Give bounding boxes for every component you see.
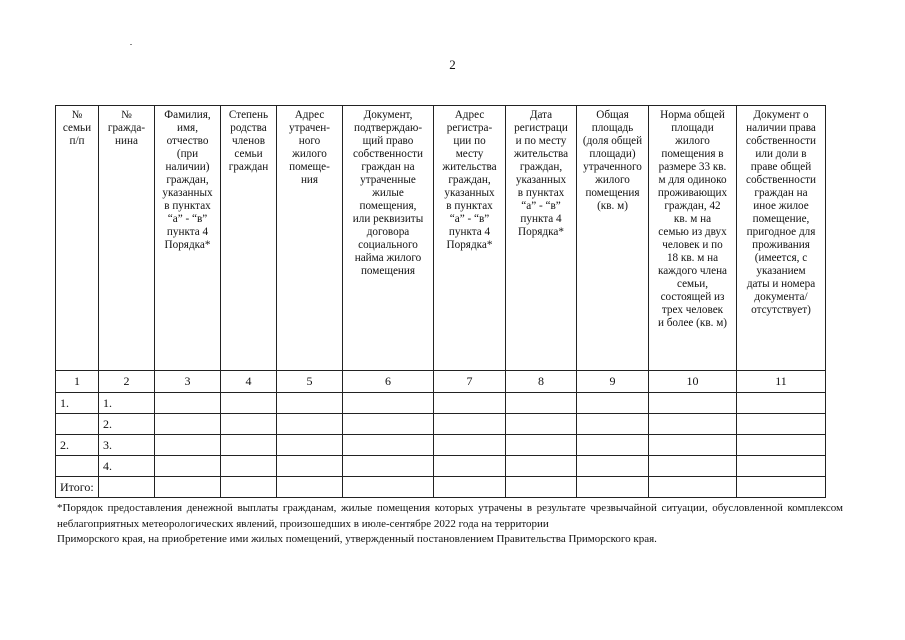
column-number: 11: [737, 371, 826, 393]
family-number-cell: [56, 456, 99, 477]
column-number: 3: [155, 371, 221, 393]
column-number: 2: [99, 371, 155, 393]
header-kinship: Степень родства членов семьи граждан: [228, 109, 269, 173]
family-number-cell: 2.: [56, 435, 99, 456]
header-area-norm: Норма общей площади жилого помещения в размере 33 кв. м для одиноко проживающих граждан, 42 кв. м на семью из двух человек и по 18 кв. м на каждого члена семьи, состоящей из трех человек и более (кв. м): [657, 109, 728, 329]
column-number: 5: [277, 371, 343, 393]
table-row: [56, 393, 826, 414]
column-number: 6: [343, 371, 434, 393]
header-other-property-document: Документ о наличии права собственности или доли в праве общей собственности граждан на иное жилое помещение, пригодное для проживания (имеется, с указанием даты и номера документа/ отсутствует): [746, 109, 816, 316]
footnote: [57, 501, 843, 548]
footnote-line-1: *Порядок предоставления денежной выплаты гражданам, жилые помещения которых утрачены в результате чрезвычайной ситуации, обусловленной комплексом неблагоприятных метеорологических явлений, произошедших в июле-сентябре 2022 года на территории: [57, 502, 843, 530]
citizen-number-cell: 1.: [99, 393, 155, 414]
header-registration-address: Адрес регистра- ции по месту жительства граждан, указанных в пунктах “а” - “в” пункта 4 Порядка*: [442, 109, 497, 251]
header-total-area: Общая площадь (доля общей площади) утраченного жилого помещения (кв. м): [582, 109, 643, 212]
total-row: [56, 477, 826, 498]
table-header-row: [56, 106, 826, 371]
column-number: 9: [577, 371, 649, 393]
column-number: 10: [649, 371, 737, 393]
total-label: Итого:: [56, 477, 99, 498]
column-numbers-row: [56, 371, 826, 393]
header-family-number: № семьи п/п: [62, 109, 92, 147]
citizen-number-cell: 4.: [99, 456, 155, 477]
family-number-cell: 1.: [56, 393, 99, 414]
citizens-table: [55, 105, 826, 498]
scan-speck: [130, 44, 132, 45]
citizen-number-cell: 3.: [99, 435, 155, 456]
column-number: 8: [506, 371, 577, 393]
table-row: [56, 456, 826, 477]
column-number: 4: [221, 371, 277, 393]
header-lost-address: Адрес утрачен- ного жилого помеще- ния: [288, 109, 331, 186]
family-number-cell: [56, 414, 99, 435]
header-ownership-document: Документ, подтверждаю- щий право собственности граждан на утраченные жилые помещения, или реквизиты договора социального найма жилого помещения: [352, 109, 424, 277]
citizen-number-cell: 2.: [99, 414, 155, 435]
header-citizen-number: № гражда- нина: [107, 109, 146, 147]
column-number: 1: [56, 371, 99, 393]
table-row: [56, 435, 826, 456]
table-row: [56, 414, 826, 435]
footnote-line-2: Приморского края, на приобретение ими жилых помещений, утвержденный постановлением Правительства Приморского края.: [57, 533, 657, 545]
column-number: 7: [434, 371, 506, 393]
page-number: 2: [449, 57, 456, 72]
header-registration-date: Дата регистраци и по месту жительства граждан, указанных в пунктах “а” - “в” пункта 4 Порядка*: [513, 109, 569, 238]
header-full-name: Фамилия, имя, отчество (при наличии) граждан, указанных в пунктах “а” - “в” пункта 4 Порядка*: [162, 109, 213, 251]
